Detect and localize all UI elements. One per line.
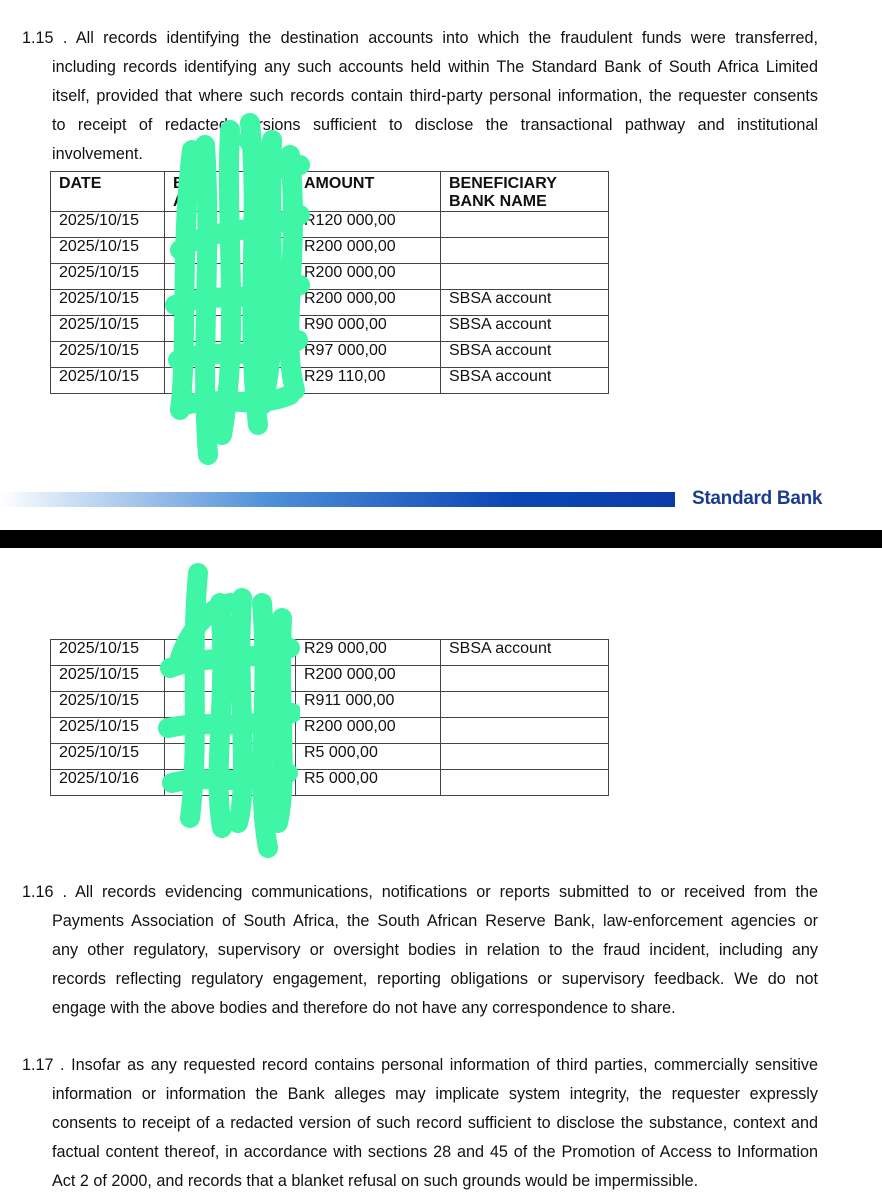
date-cell: 2025/10/15: [51, 718, 165, 744]
date-cell: 2025/10/15: [51, 212, 165, 238]
brand-gradient-bar: [0, 492, 675, 507]
standard-bank-logo: Standard Bank: [692, 488, 823, 509]
table-row: [51, 238, 609, 264]
bank-cell: [441, 264, 609, 290]
account-header: B A: [165, 172, 296, 212]
beneficiary-header: BENEFICIARY BANK NAME: [441, 172, 609, 212]
paragraph-line: consents to receipt of a redacted version of such record sufficient to disclose the substance, context and: [52, 1114, 818, 1132]
account-cell: [165, 692, 296, 718]
bank-cell: [441, 212, 609, 238]
amount-cell: R200 000,00: [296, 290, 441, 316]
paragraph-line: information or information the Bank alleges may implicate system integrity, the requester expressly: [52, 1085, 818, 1103]
page-separator: [0, 530, 882, 548]
account-cell: [165, 368, 296, 394]
paragraph-number: 1.17 .: [22, 1056, 65, 1074]
date-cell: 2025/10/15: [51, 368, 165, 394]
date-cell: 2025/10/15: [51, 744, 165, 770]
table-row: [51, 640, 609, 666]
table-row: [51, 666, 609, 692]
document-page-1: [0, 0, 882, 530]
bank-cell: [441, 770, 609, 796]
date-cell: 2025/10/16: [51, 770, 165, 796]
account-cell: [165, 264, 296, 290]
account-cell: [165, 718, 296, 744]
table-body: [51, 212, 609, 394]
amount-cell: R5 000,00: [296, 744, 441, 770]
bank-cell: SBSA account: [441, 640, 609, 666]
paragraph-number: 1.16 .: [22, 883, 67, 901]
bank-cell: SBSA account: [441, 368, 609, 394]
date-cell: 2025/10/15: [51, 264, 165, 290]
account-cell: [165, 212, 296, 238]
paragraph-line: any other regulatory, supervisory or oversight bodies in relation to the fraud incident, including any: [52, 941, 818, 959]
paragraph-line: Act 2 of 2000, and records that a blanket refusal on such grounds would be impermissible.: [52, 1172, 699, 1190]
account-cell: [165, 342, 296, 368]
amount-cell: R911 000,00: [296, 692, 441, 718]
bank-cell: [441, 692, 609, 718]
bank-cell: SBSA account: [441, 290, 609, 316]
date-cell: 2025/10/15: [51, 316, 165, 342]
amount-cell: R200 000,00: [296, 666, 441, 692]
account-cell: [165, 238, 296, 264]
table-row: [51, 290, 609, 316]
date-cell: 2025/10/15: [51, 640, 165, 666]
table-body: [51, 640, 609, 796]
date-header: DATE: [51, 172, 165, 212]
table-row: [51, 342, 609, 368]
date-cell: 2025/10/15: [51, 238, 165, 264]
paragraph-line: involvement.: [52, 145, 143, 163]
date-cell: 2025/10/15: [51, 692, 165, 718]
bank-cell: [441, 744, 609, 770]
account-cell: [165, 770, 296, 796]
bank-cell: SBSA account: [441, 316, 609, 342]
paragraph-line: itself, provided that where such records contain third-party personal information, the requester consents: [52, 87, 818, 105]
amount-cell: R5 000,00: [296, 770, 441, 796]
amount-cell: R90 000,00: [296, 316, 441, 342]
amount-header: AMOUNT: [296, 172, 441, 212]
table-row: [51, 368, 609, 394]
date-cell: 2025/10/15: [51, 290, 165, 316]
bank-cell: SBSA account: [441, 342, 609, 368]
paragraph-line: Payments Association of South Africa, the South African Reserve Bank, law-enforcement agencies or: [52, 912, 818, 930]
paragraph-line: records reflecting regulatory engagement, reporting obligations or supervisory feedback. We do not: [52, 970, 818, 988]
paragraph-line: All records evidencing communications, notifications or reports submitted to or received from the: [75, 883, 818, 901]
table-row: [51, 718, 609, 744]
paragraph-line: engage with the above bodies and therefore do not have any correspondence to share.: [52, 999, 676, 1017]
table-row: [51, 770, 609, 796]
paragraph-line: to receipt of redacted versions sufficient to disclose the transactional pathway and institutional: [52, 116, 818, 134]
amount-cell: R200 000,00: [296, 718, 441, 744]
paragraph-number: 1.15 .: [22, 29, 68, 47]
amount-cell: R200 000,00: [296, 238, 441, 264]
table-row: [51, 264, 609, 290]
amount-cell: R200 000,00: [296, 264, 441, 290]
document-page-2: [0, 548, 882, 1199]
table-row: [51, 692, 609, 718]
table-row: [51, 212, 609, 238]
paragraph-1-17: [22, 1051, 818, 1196]
table-row: [51, 316, 609, 342]
account-cell: [165, 290, 296, 316]
table-header-row: [51, 172, 609, 212]
account-cell: [165, 666, 296, 692]
paragraph-line: Insofar as any requested record contains personal information of third parties, commercially sensitive: [71, 1056, 818, 1074]
amount-cell: R29 110,00: [296, 368, 441, 394]
paragraph-line: factual content thereof, in accordance with sections 28 and 45 of the Promotion of Access to Information: [52, 1143, 818, 1161]
bank-cell: [441, 666, 609, 692]
date-cell: 2025/10/15: [51, 342, 165, 368]
paragraph-1-16: [22, 878, 818, 1023]
amount-cell: R29 000,00: [296, 640, 441, 666]
transfers-table-1: [50, 171, 609, 394]
account-cell: [165, 316, 296, 342]
paragraph-line: All records identifying the destination accounts into which the fraudulent funds were transferred,: [75, 29, 818, 47]
paragraph-1-15: [22, 24, 818, 169]
amount-cell: R120 000,00: [296, 212, 441, 238]
account-cell: [165, 744, 296, 770]
transfers-table-2: [50, 639, 609, 796]
bank-cell: [441, 718, 609, 744]
amount-cell: R97 000,00: [296, 342, 441, 368]
account-cell: [165, 640, 296, 666]
date-cell: 2025/10/15: [51, 666, 165, 692]
bank-cell: [441, 238, 609, 264]
table-row: [51, 744, 609, 770]
paragraph-line: including records identifying any such accounts held within The Standard Bank of South Africa Limited: [52, 58, 818, 76]
